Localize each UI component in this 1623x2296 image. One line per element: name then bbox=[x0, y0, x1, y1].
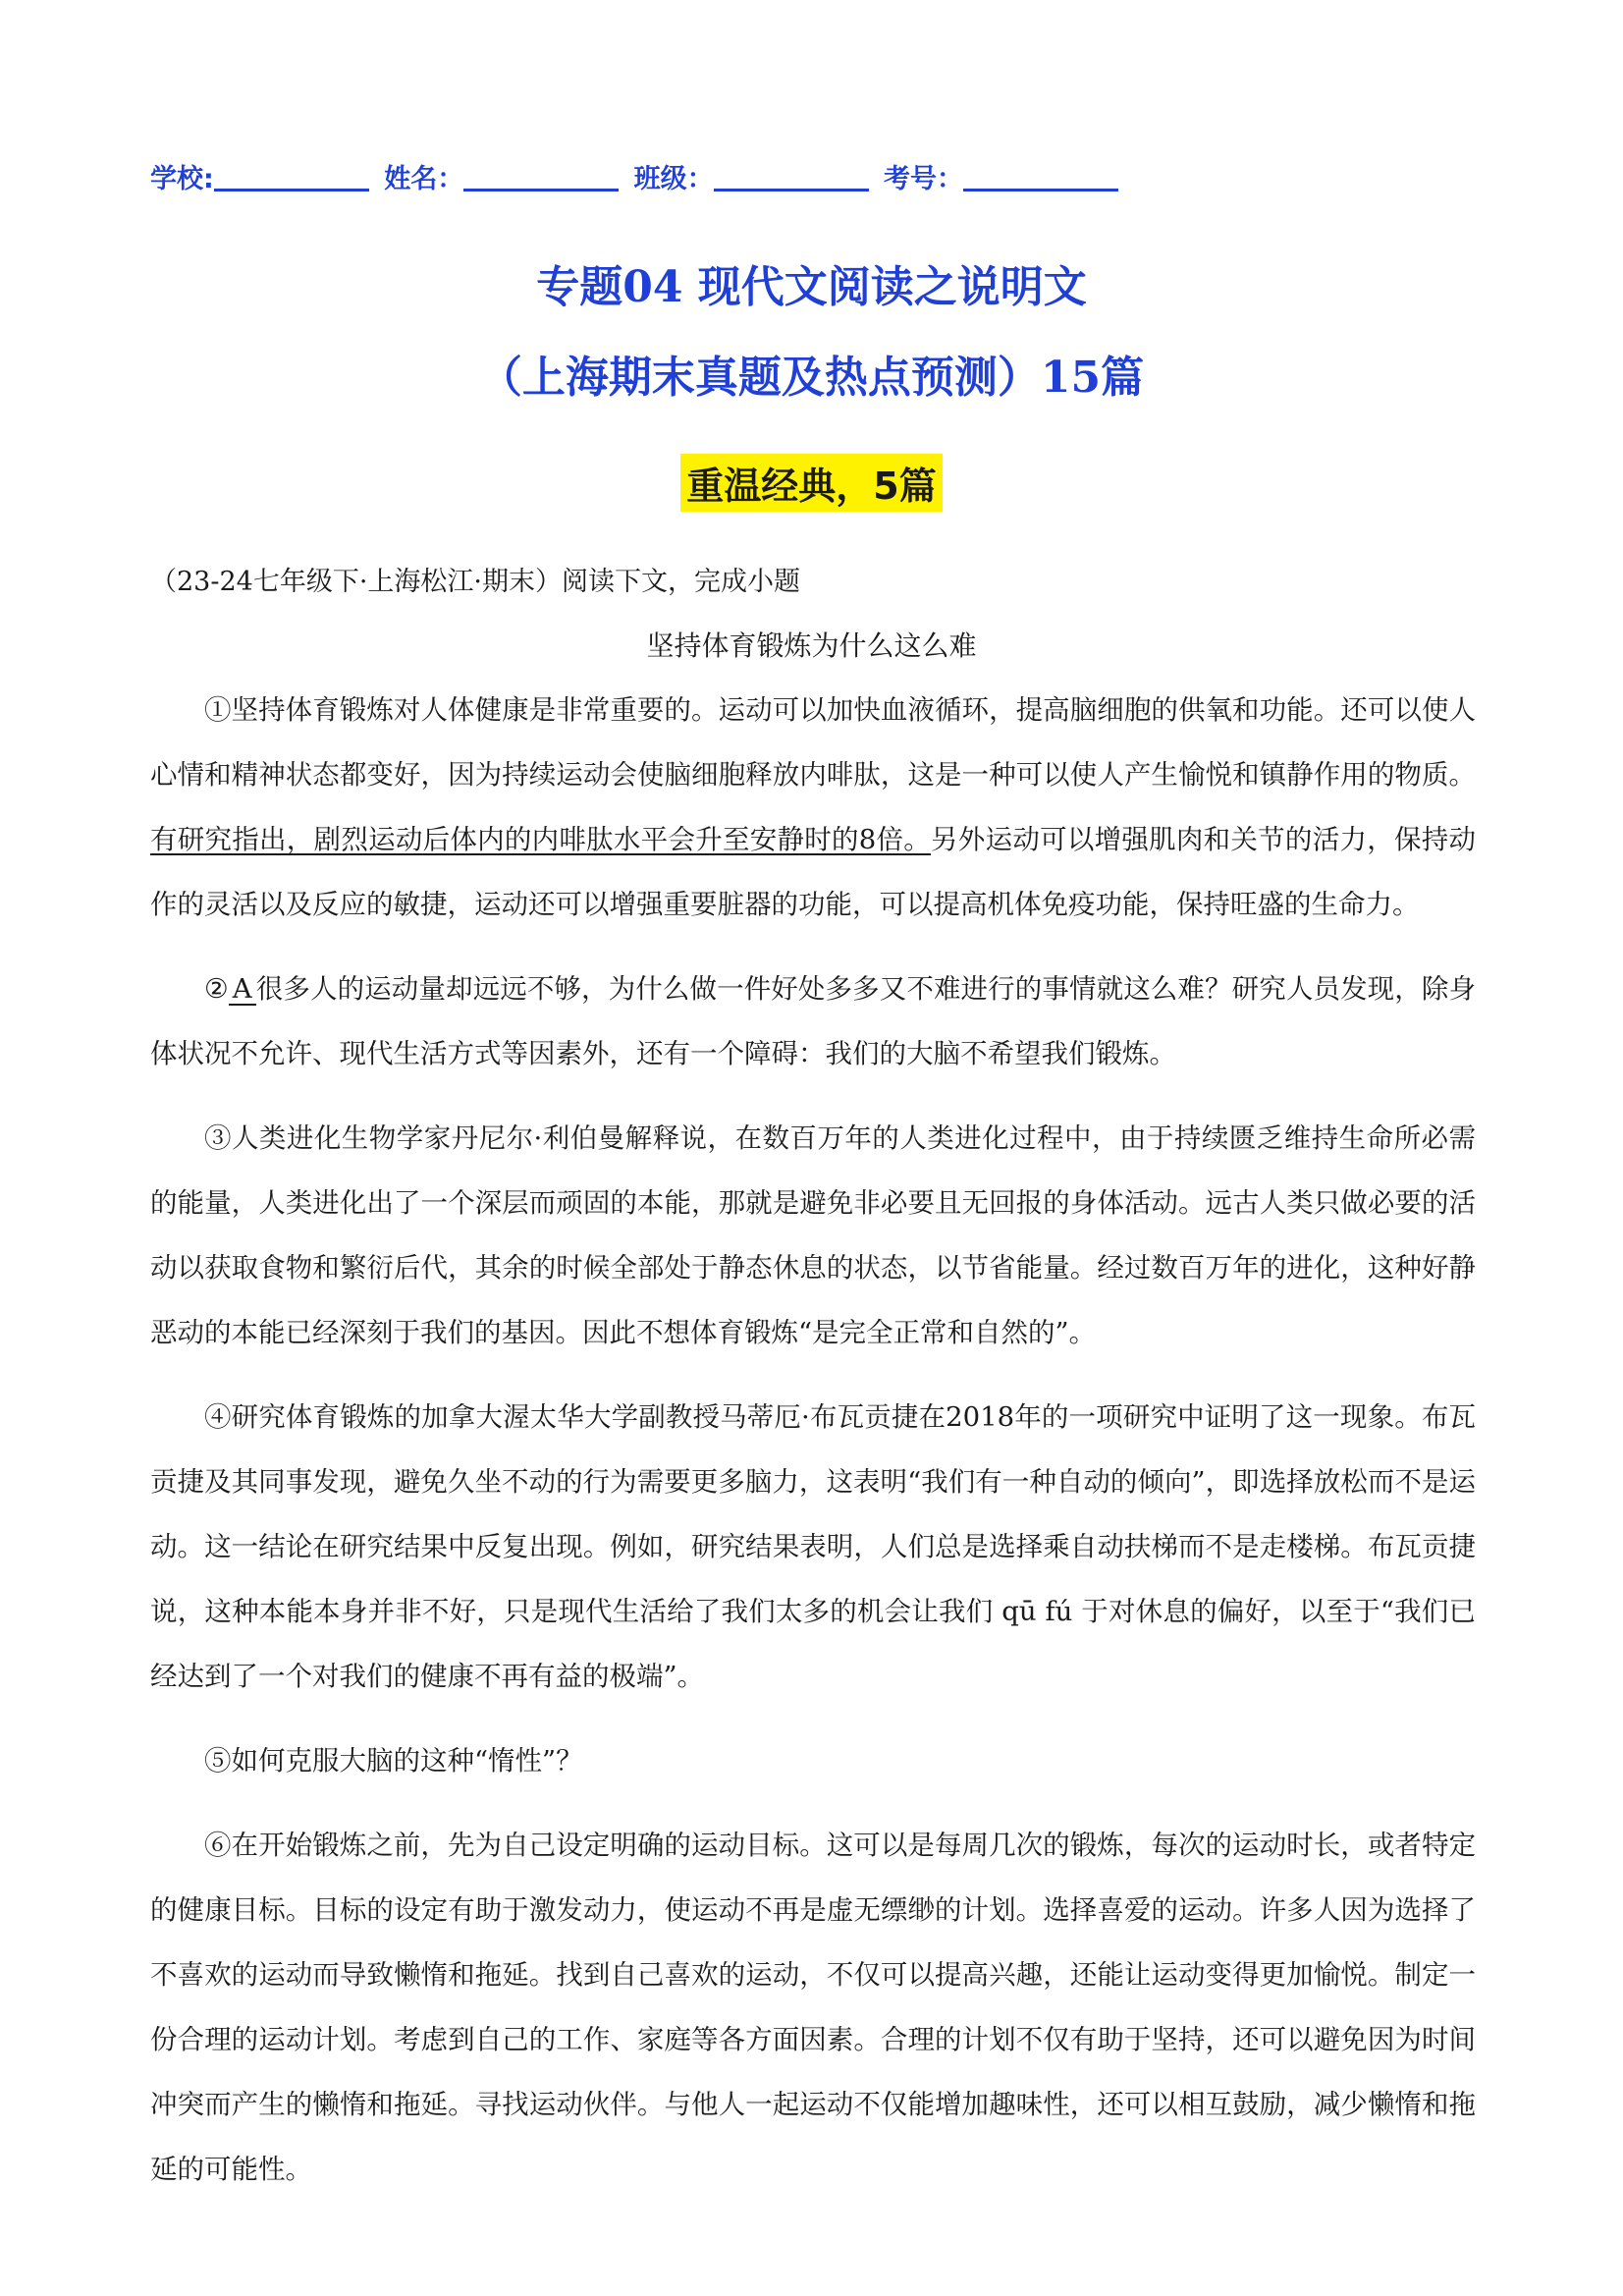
school-label: 学校: bbox=[150, 164, 214, 194]
article-title: 坚持体育锻炼为什么这么难 bbox=[646, 629, 977, 662]
school-blank[interactable] bbox=[214, 159, 369, 191]
paragraph-1-text-a: ①坚持体育锻炼对人体健康是非常重要的。运动可以加快血液循环，提高脑细胞的供氧和功能。还可以使人心情和精神状态都变好，因为持续运动会使脑细胞释放内啡肽，这是一种可以使人产生愉悦和镇静作用的物质。 bbox=[150, 694, 1476, 791]
document-title: 专题04 现代文阅读之说明文 bbox=[536, 262, 1087, 312]
paragraph-6: ⑥在开始锻炼之前，先为自己设定明确的运动目标。这可以是每周几次的锻炼，每次的运动时长，或者特定的健康目标。目标的设定有助于激发动力，使运动不再是虚无缥缈的计划。选择喜爱的运动。许多人因为选择了不喜欢的运动而导致懒惰和拖延。找到自己喜欢的运动，不仅可以提高兴趣，还能让运动变得更加愉悦。制定一份合理的运动计划。考虑到自己的工作、家庭等各方面因素。合理的计划不仅有助于坚持，还可以避免因为时间冲突而产生的懒惰和拖延。寻找运动伙伴。与他人一起运动不仅能增加趣味性，还可以相互鼓励，减少懒惰和拖延的可能性。 bbox=[150, 1830, 1476, 2185]
question-source: （23-24七年级下·上海松江·期末）阅读下文，完成小题 bbox=[150, 567, 800, 597]
exam-no-blank[interactable] bbox=[963, 159, 1118, 191]
paragraph-2-text: 很多人的运动量却远远不够，为什么做一件好处多多又不难进行的事情就这么难？研究人员发现，除身体状况不允许、现代生活方式等因素外，还有一个障碍：我们的大脑不希望我们锻炼。 bbox=[150, 973, 1476, 1069]
article-body bbox=[150, 678, 1476, 2202]
section-heading-wrap bbox=[0, 454, 1623, 512]
paragraph-2 bbox=[150, 957, 1476, 1086]
document-subtitle: （上海期末真题及热点预测）15篇 bbox=[478, 353, 1145, 403]
paragraph-1-text-b: 另外运动可以增强肌肉和关节的活力，保持动作的灵活以及反应的敏捷，运动还可以增强重要脏器的功能，可以提高机体免疫功能，保持旺盛的生命力。 bbox=[150, 824, 1476, 920]
section-heading: 重温经典，5篇 bbox=[680, 454, 942, 512]
name-label: 姓名： bbox=[384, 164, 464, 194]
name-blank[interactable] bbox=[463, 159, 619, 191]
paragraph-1-underlined-sentence: 有研究指出，剧烈运动后体内的内啡肽水平会升至安静时的8倍。 bbox=[150, 824, 932, 855]
paragraph-5: ⑤如何克服大脑的这种“惰性”？ bbox=[204, 1745, 583, 1777]
blank-a[interactable]: A bbox=[229, 974, 256, 1006]
exam-no-label: 考号： bbox=[884, 164, 964, 194]
paragraph-1 bbox=[150, 678, 1476, 937]
class-label: 班级： bbox=[633, 164, 714, 194]
class-blank[interactable] bbox=[714, 159, 869, 191]
paragraph-3: ③人类进化生物学家丹尼尔·利伯曼解释说，在数百万年的人类进化过程中，由于持续匮乏维持生命所必需的能量，人类进化出了一个深层而顽固的本能，那就是避免非必要且无回报的身体活动。远古人类只做必要的活动以获取食物和繁衍后代，其余的时候全部处于静态休息的状态，以节省能量。经过数百万年的进化，这种好静恶动的本能已经深刻于我们的基因。因此不想体育锻炼“是完全正常和自然的”。 bbox=[150, 1122, 1476, 1348]
paragraph-2-number: ② bbox=[204, 973, 229, 1005]
student-info-line bbox=[150, 157, 1124, 195]
paragraph-4: ④研究体育锻炼的加拿大渥太华大学副教授马蒂厄·布瓦贡捷在2018年的一项研究中证明了这一现象。布瓦贡捷及其同事发现，避免久坐不动的行为需要更多脑力，这表明“我们有一种自动的倾向”，即选择放松而不是运动。这一结论在研究结果中反复出现。例如，研究结果表明，人们总是选择乘自动扶梯而不是走楼梯。布瓦贡捷说，这种本能本身并非不好，只是现代生活给了我们太多的机会让我们 qū fú 于对休息的偏好，以至于“我们已经达到了一个对我们的健康不再有益的极端”。 bbox=[150, 1401, 1476, 1692]
